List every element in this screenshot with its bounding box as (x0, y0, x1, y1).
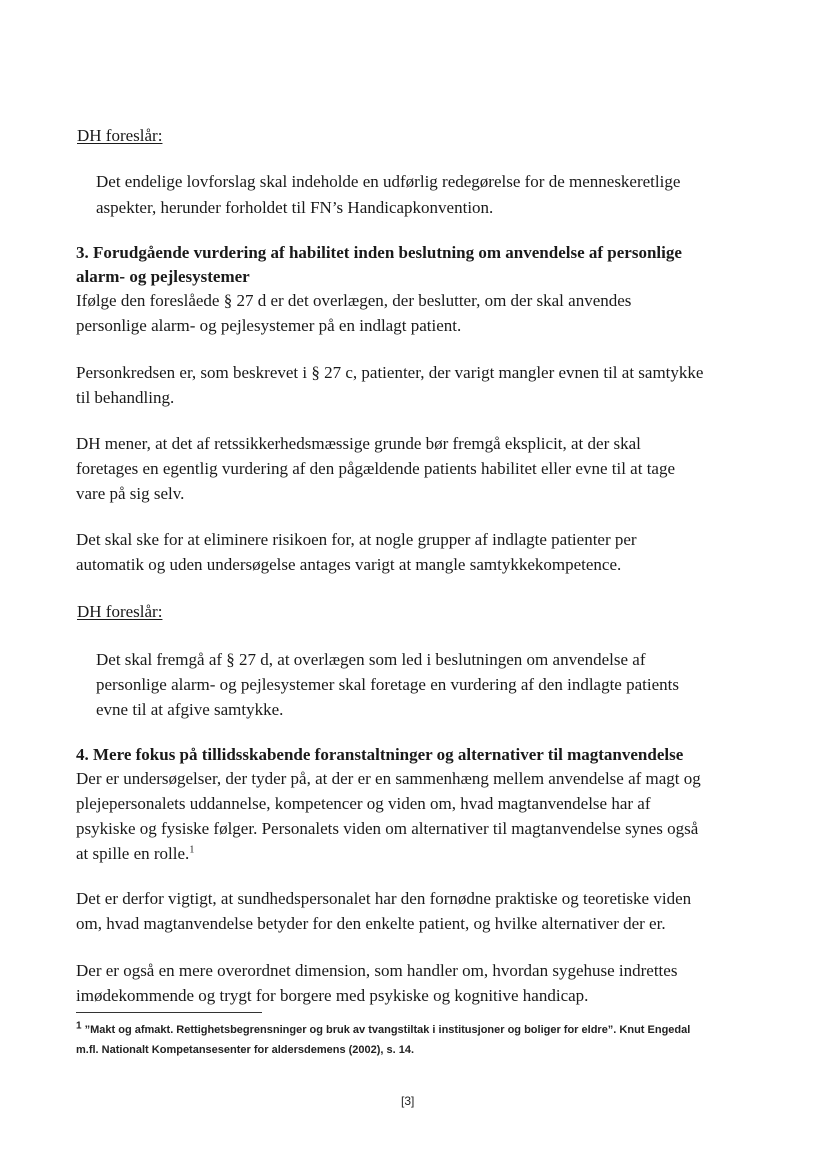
paragraph-line: Der er undersøgelser, der tyder på, at der er en sammenhæng mellem anvendelse af magt og (76, 769, 701, 788)
paragraph-line: Ifølge den foreslåede § 27 d er det overlægen, der beslutter, om der skal anvendes (76, 291, 632, 310)
paragraph-line: foretages en egentlig vurdering af den pågældende patients habilitet eller evne til at tage (76, 459, 676, 478)
footnote-marker: 1 (76, 1020, 82, 1032)
section-heading: 3. Forudgående vurdering af habilitet inden beslutning om anvendelse af personlige (76, 243, 682, 262)
paragraph-line: om, hvad magtanvendelse betyder for den enkelte patient, og hvilke alternativer der er. (76, 914, 666, 933)
paragraph-line: automatik og uden undersøgelse antages varigt at mangle samtykkekompetence. (76, 555, 622, 574)
paragraph-line: Det er derfor vigtigt, at sundhedspersonalet har den fornødne praktiske og teoretiske viden (76, 889, 692, 908)
paragraph-line: Der er også en mere overordnet dimension, som handler om, hvordan sygehuse indrettes (76, 961, 678, 980)
footnote-line (76, 1020, 690, 1040)
paragraph-text: at spille en rolle. (76, 844, 190, 863)
paragraph-line: vare på sig selv. (76, 484, 185, 503)
paragraph-line: imødekommende og trygt for borgere med psykiske og kognitive handicap. (76, 986, 589, 1005)
paragraph-line: Det skal ske for at eliminere risikoen for, at nogle grupper af indlagte patienter per (76, 530, 637, 549)
dh-proposal-heading: DH foreslår: (77, 126, 163, 145)
dh-proposal-heading: DH foreslår: (77, 602, 163, 621)
proposal-line: personlige alarm- og pejlesystemer skal foretage en vurdering af den indlagte patients (96, 675, 679, 694)
footnote-divider (76, 1012, 262, 1013)
proposal-line: Det skal fremgå af § 27 d, at overlægen som led i beslutningen om anvendelse af (96, 650, 646, 669)
paragraph-line (76, 841, 194, 866)
proposal-line: evne til at afgive samtykke. (96, 700, 284, 719)
page-number: [3] (401, 1094, 415, 1108)
paragraph-line: plejepersonalets uddannelse, kompetencer og viden om, hvad magtanvendelse har af (76, 794, 651, 813)
proposal-line: aspekter, herunder forholdet til FN’s Handicapkonvention. (96, 198, 494, 217)
paragraph-line: Personkredsen er, som beskrevet i § 27 c, patienter, der varigt mangler evnen til at samtykke (76, 363, 704, 382)
footnote-reference: 1 (189, 844, 195, 856)
proposal-line: Det endelige lovforslag skal indeholde en udførlig redegørelse for de menneskeretlige (96, 172, 681, 191)
section-heading: 4. Mere fokus på tillidsskabende foranstaltninger og alternativer til magtanvendelse (76, 745, 684, 764)
paragraph-line: DH mener, at det af retssikkerhedsmæssige grunde bør fremgå eksplicit, at der skal (76, 434, 641, 453)
paragraph-line: psykiske og fysiske følger. Personalets viden om alternativer til magtanvendelse synes også (76, 819, 699, 838)
section-heading: alarm- og pejlesystemer (76, 267, 250, 286)
paragraph-line: personlige alarm- og pejlesystemer på en indlagt patient. (76, 316, 462, 335)
footnote-line: m.fl. Nationalt Kompetansesenter for aldersdemens (2002), s. 14. (76, 1044, 415, 1056)
paragraph-line: til behandling. (76, 388, 175, 407)
footnote-text: ”Makt og afmakt. Rettighetsbegrensninger og bruk av tvangstiltak i institusjoner og boliger for eldre”. Knut Engedal (81, 1024, 691, 1036)
